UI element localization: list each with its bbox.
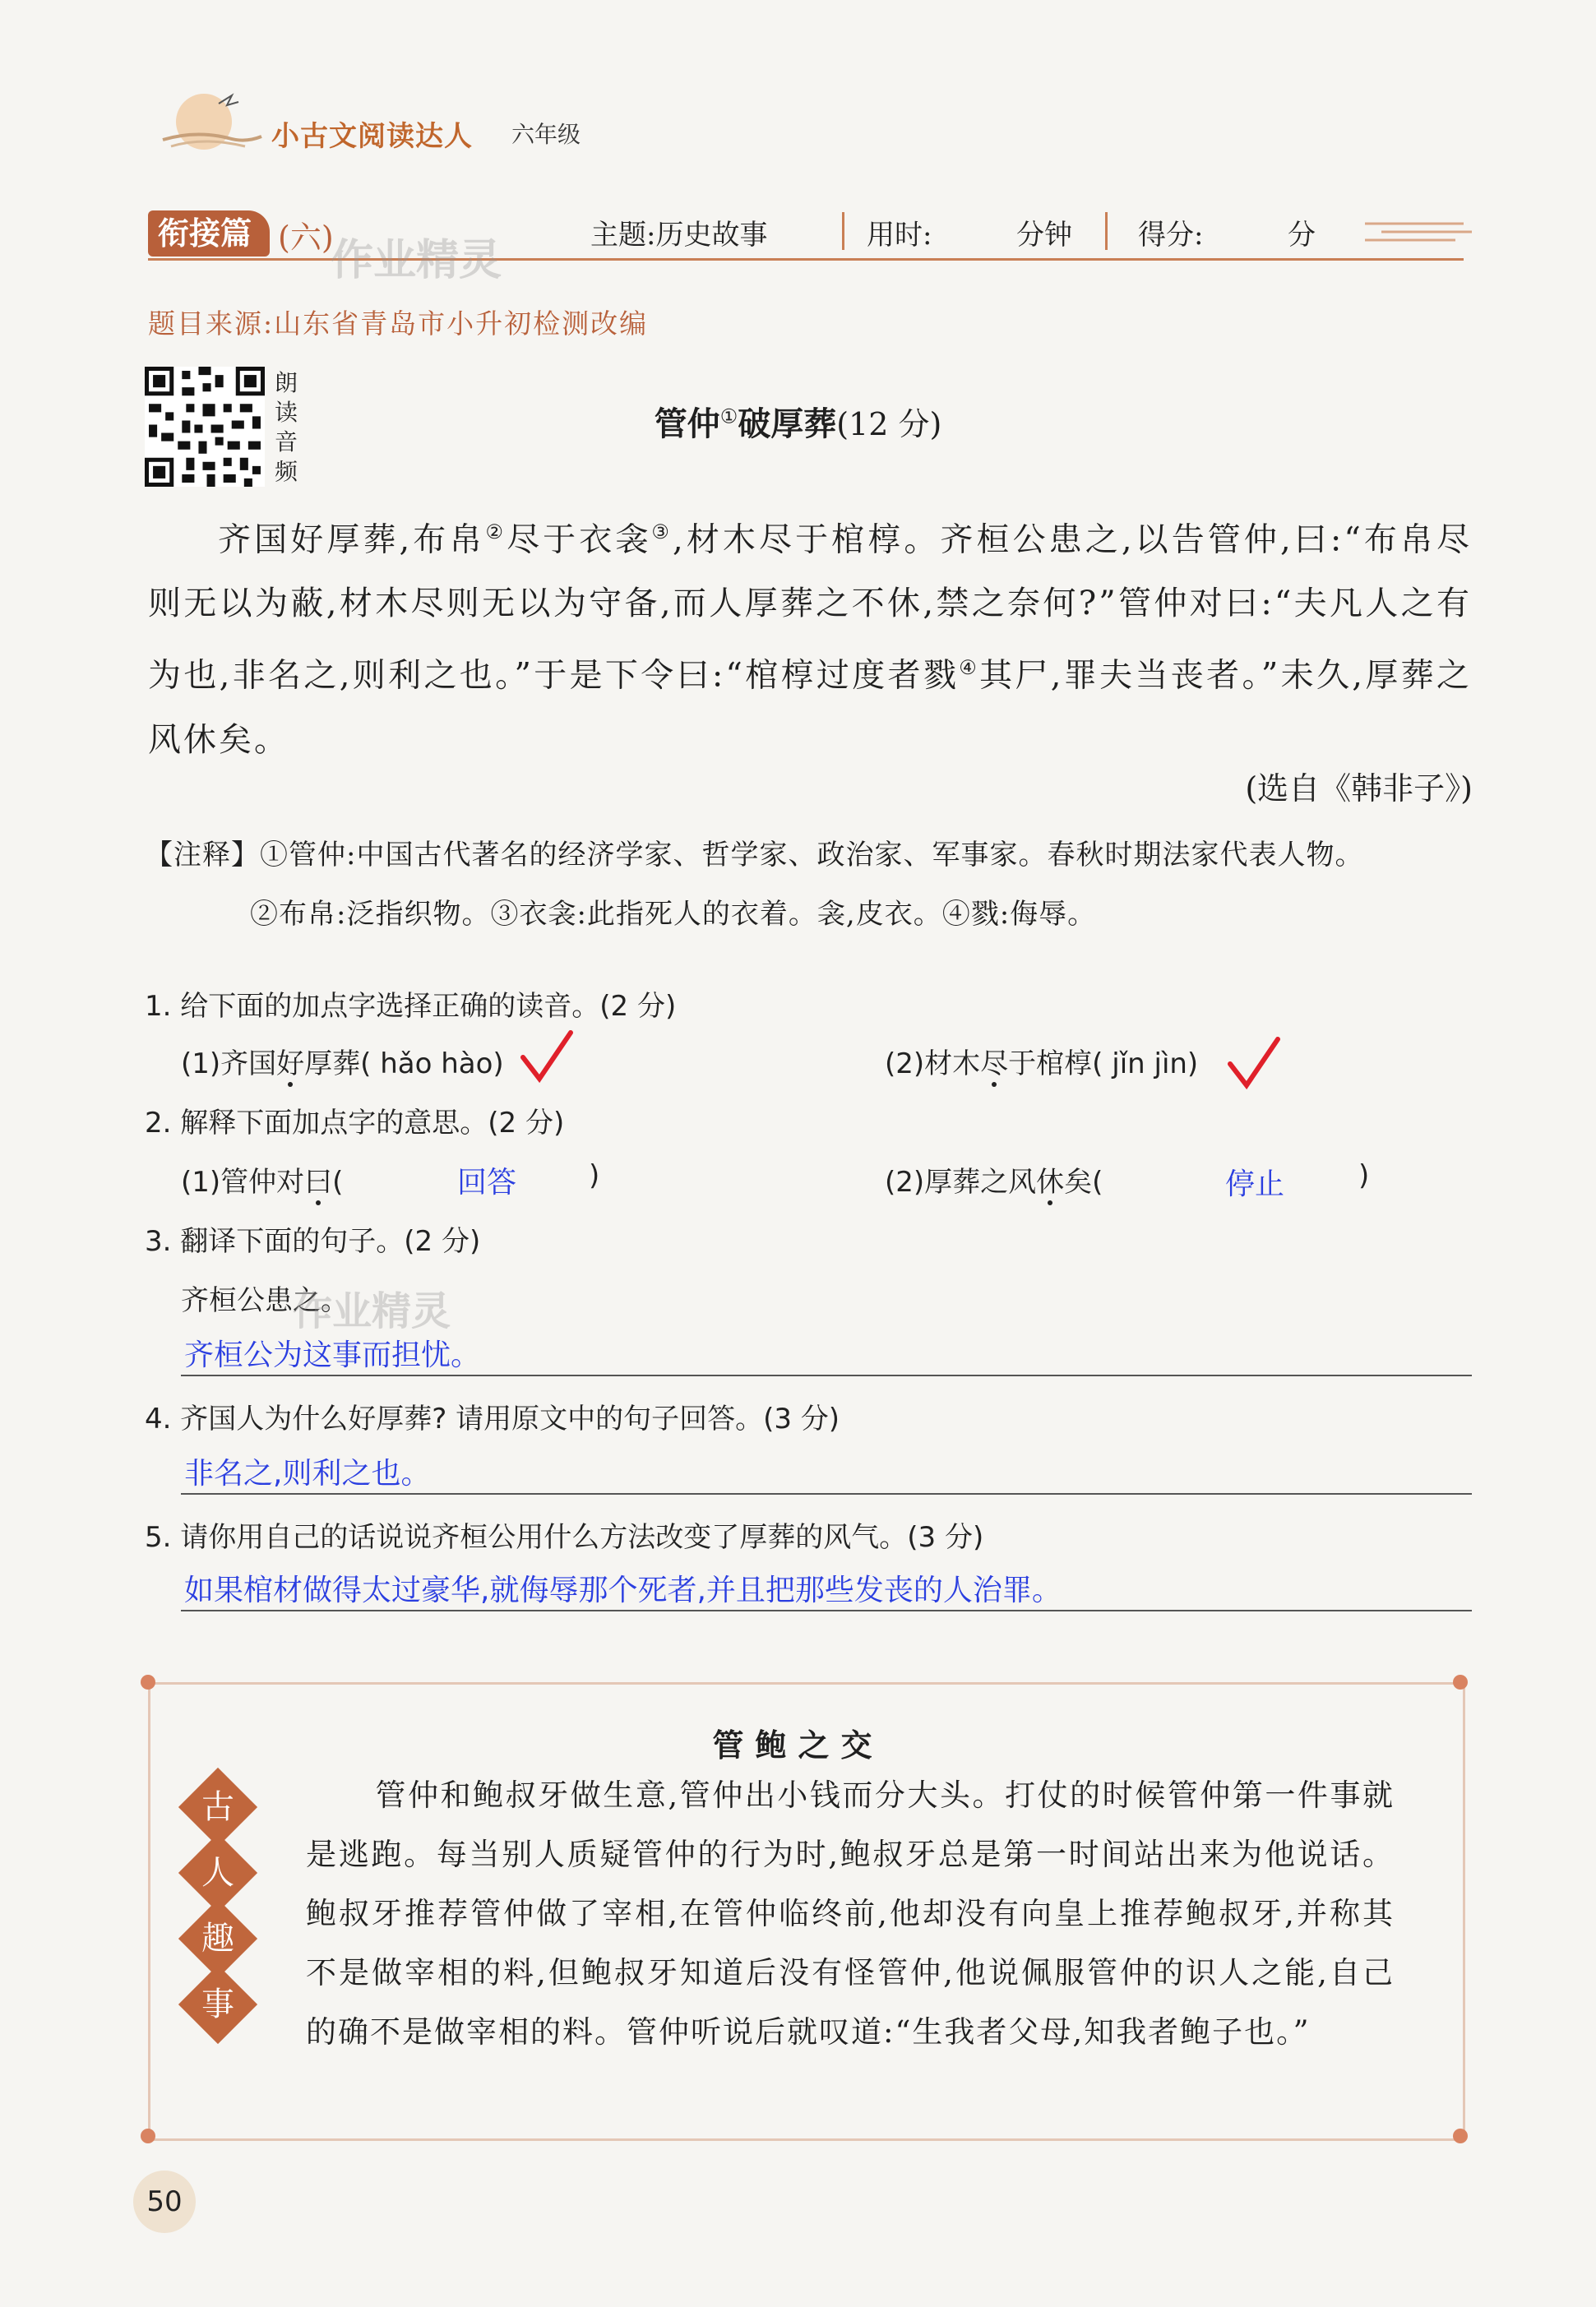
- annotation-line: 【注释】①管仲:中国古代著名的经济学家、哲学家、政治家、军事家。春秋时期法家代表人物。: [145, 839, 1364, 871]
- corner-dot-icon: [141, 1675, 155, 1690]
- check-mark-icon: [518, 1028, 576, 1085]
- question-1-1: (1)齐国好厚葬( hǎo hào): [181, 1047, 504, 1080]
- bracket-close: ): [589, 1159, 600, 1192]
- story-side-label: 古 人 趣 事: [183, 1779, 253, 2042]
- info-divider: [842, 212, 844, 250]
- answer-4[interactable]: 非名之,则利之也。: [184, 1457, 431, 1491]
- passage-title: 管仲①破厚葬(12 分): [654, 405, 942, 443]
- question-3-sentence: 齐桓公患之。: [181, 1284, 349, 1317]
- book-title: 小古文阅读达人: [271, 120, 473, 153]
- score-unit: 分: [1288, 219, 1316, 252]
- annotations: [145, 825, 1485, 944]
- question-3: 3. 翻译下面的句子。(2 分): [145, 1225, 481, 1258]
- theme-label: 主题:历史故事: [590, 219, 768, 252]
- bracket-close: ): [1358, 1159, 1370, 1192]
- story-text: 管仲和鲍叔牙做生意,管仲出小钱而分大头。打仗的时候管仲第一件事就是逃跑。每当别人质疑管仲的行为时,鲍叔牙总是第一时间站出来为他说话。鲍叔牙推荐管仲做了宰相,在管仲临终前,他却没有向皇上推荐鲍叔牙,并称其不是做宰相的料,但鲍叔牙知道后没有怪管仲,他说佩服管仲的识人之能,自己的确不是做宰相的料。管仲听说后就叹道:“生我者父母,知我者鲍子也。”: [306, 1778, 1395, 2050]
- answer-3[interactable]: 齐桓公为这事而担忧。: [184, 1338, 481, 1372]
- watermark: 作业精灵: [293, 1288, 451, 1334]
- corner-dot-icon: [141, 2129, 155, 2143]
- answer-line: [181, 1610, 1472, 1611]
- grade-label: 六年级: [511, 121, 581, 148]
- time-label: 用时:: [867, 219, 932, 252]
- answer-2-1[interactable]: 回答: [457, 1166, 517, 1200]
- time-unit: 分钟: [1016, 219, 1072, 252]
- info-divider: [1105, 212, 1108, 250]
- question-5: 5. 请你用自己的话说说齐桓公用什么方法改变了厚葬的风气。(3 分): [145, 1521, 984, 1554]
- page-number: 50: [133, 2171, 196, 2233]
- annotation-line: ②布帛:泛指织物。③衣衾:此指死人的衣着。衾,皮衣。④戮:侮辱。: [250, 898, 1097, 931]
- passage-citation: (选自《韩非子》): [1245, 770, 1473, 807]
- audio-label: 朗 读 音 频: [275, 369, 298, 485]
- section-label: 衔接篇: [148, 210, 270, 257]
- question-2-2: (2)厚葬之风休矣(: [885, 1166, 1103, 1199]
- answer-2-2[interactable]: 停止: [1225, 1167, 1285, 1201]
- wave-lines-icon: [1365, 215, 1472, 248]
- corner-dot-icon: [1453, 2129, 1468, 2143]
- section-number: (六): [278, 220, 334, 256]
- watermark: 作业精灵: [331, 236, 502, 285]
- answer-5[interactable]: 如果棺材做得太过豪华,就侮辱那个死者,并且把那些发丧的人治罪。: [184, 1574, 1062, 1607]
- corner-dot-icon: [1453, 1675, 1468, 1690]
- answer-line: [181, 1493, 1472, 1495]
- question-4: 4. 齐国人为什么好厚葬? 请用原文中的句子回答。(3 分): [145, 1403, 840, 1436]
- check-mark-icon: [1225, 1034, 1283, 1092]
- question-2-1: (1)管仲对曰(: [181, 1166, 344, 1199]
- crane-sun-logo-icon: [146, 82, 270, 156]
- question-source: 题目来源:山东省青岛市小升初检测改编: [148, 307, 649, 340]
- question-1-2: (2)材木尽于棺椁( jǐn jìn): [885, 1047, 1199, 1080]
- answer-line: [181, 1375, 1472, 1376]
- story-title: 管鲍之交: [712, 1727, 884, 1764]
- passage-text: 齐国好厚葬,布帛②尽于衣衾③,材木尽于棺椁。齐桓公患之,以告管仲,曰:“布帛尽则无以为蔽,材木尽则无以为守备,而人厚葬之不休,禁之奈何?”管仲对曰:“夫凡人之有为也,非名之,则利之也。”于是下令曰:“棺椁过度者戮④其尸,罪夫当丧者。”未久,厚葬之风休矣。: [148, 520, 1473, 759]
- question-1: 1. 给下面的加点字选择正确的读音。(2 分): [145, 990, 677, 1023]
- question-2: 2. 解释下面加点字的意思。(2 分): [145, 1107, 565, 1140]
- score-label: 得分:: [1138, 219, 1204, 252]
